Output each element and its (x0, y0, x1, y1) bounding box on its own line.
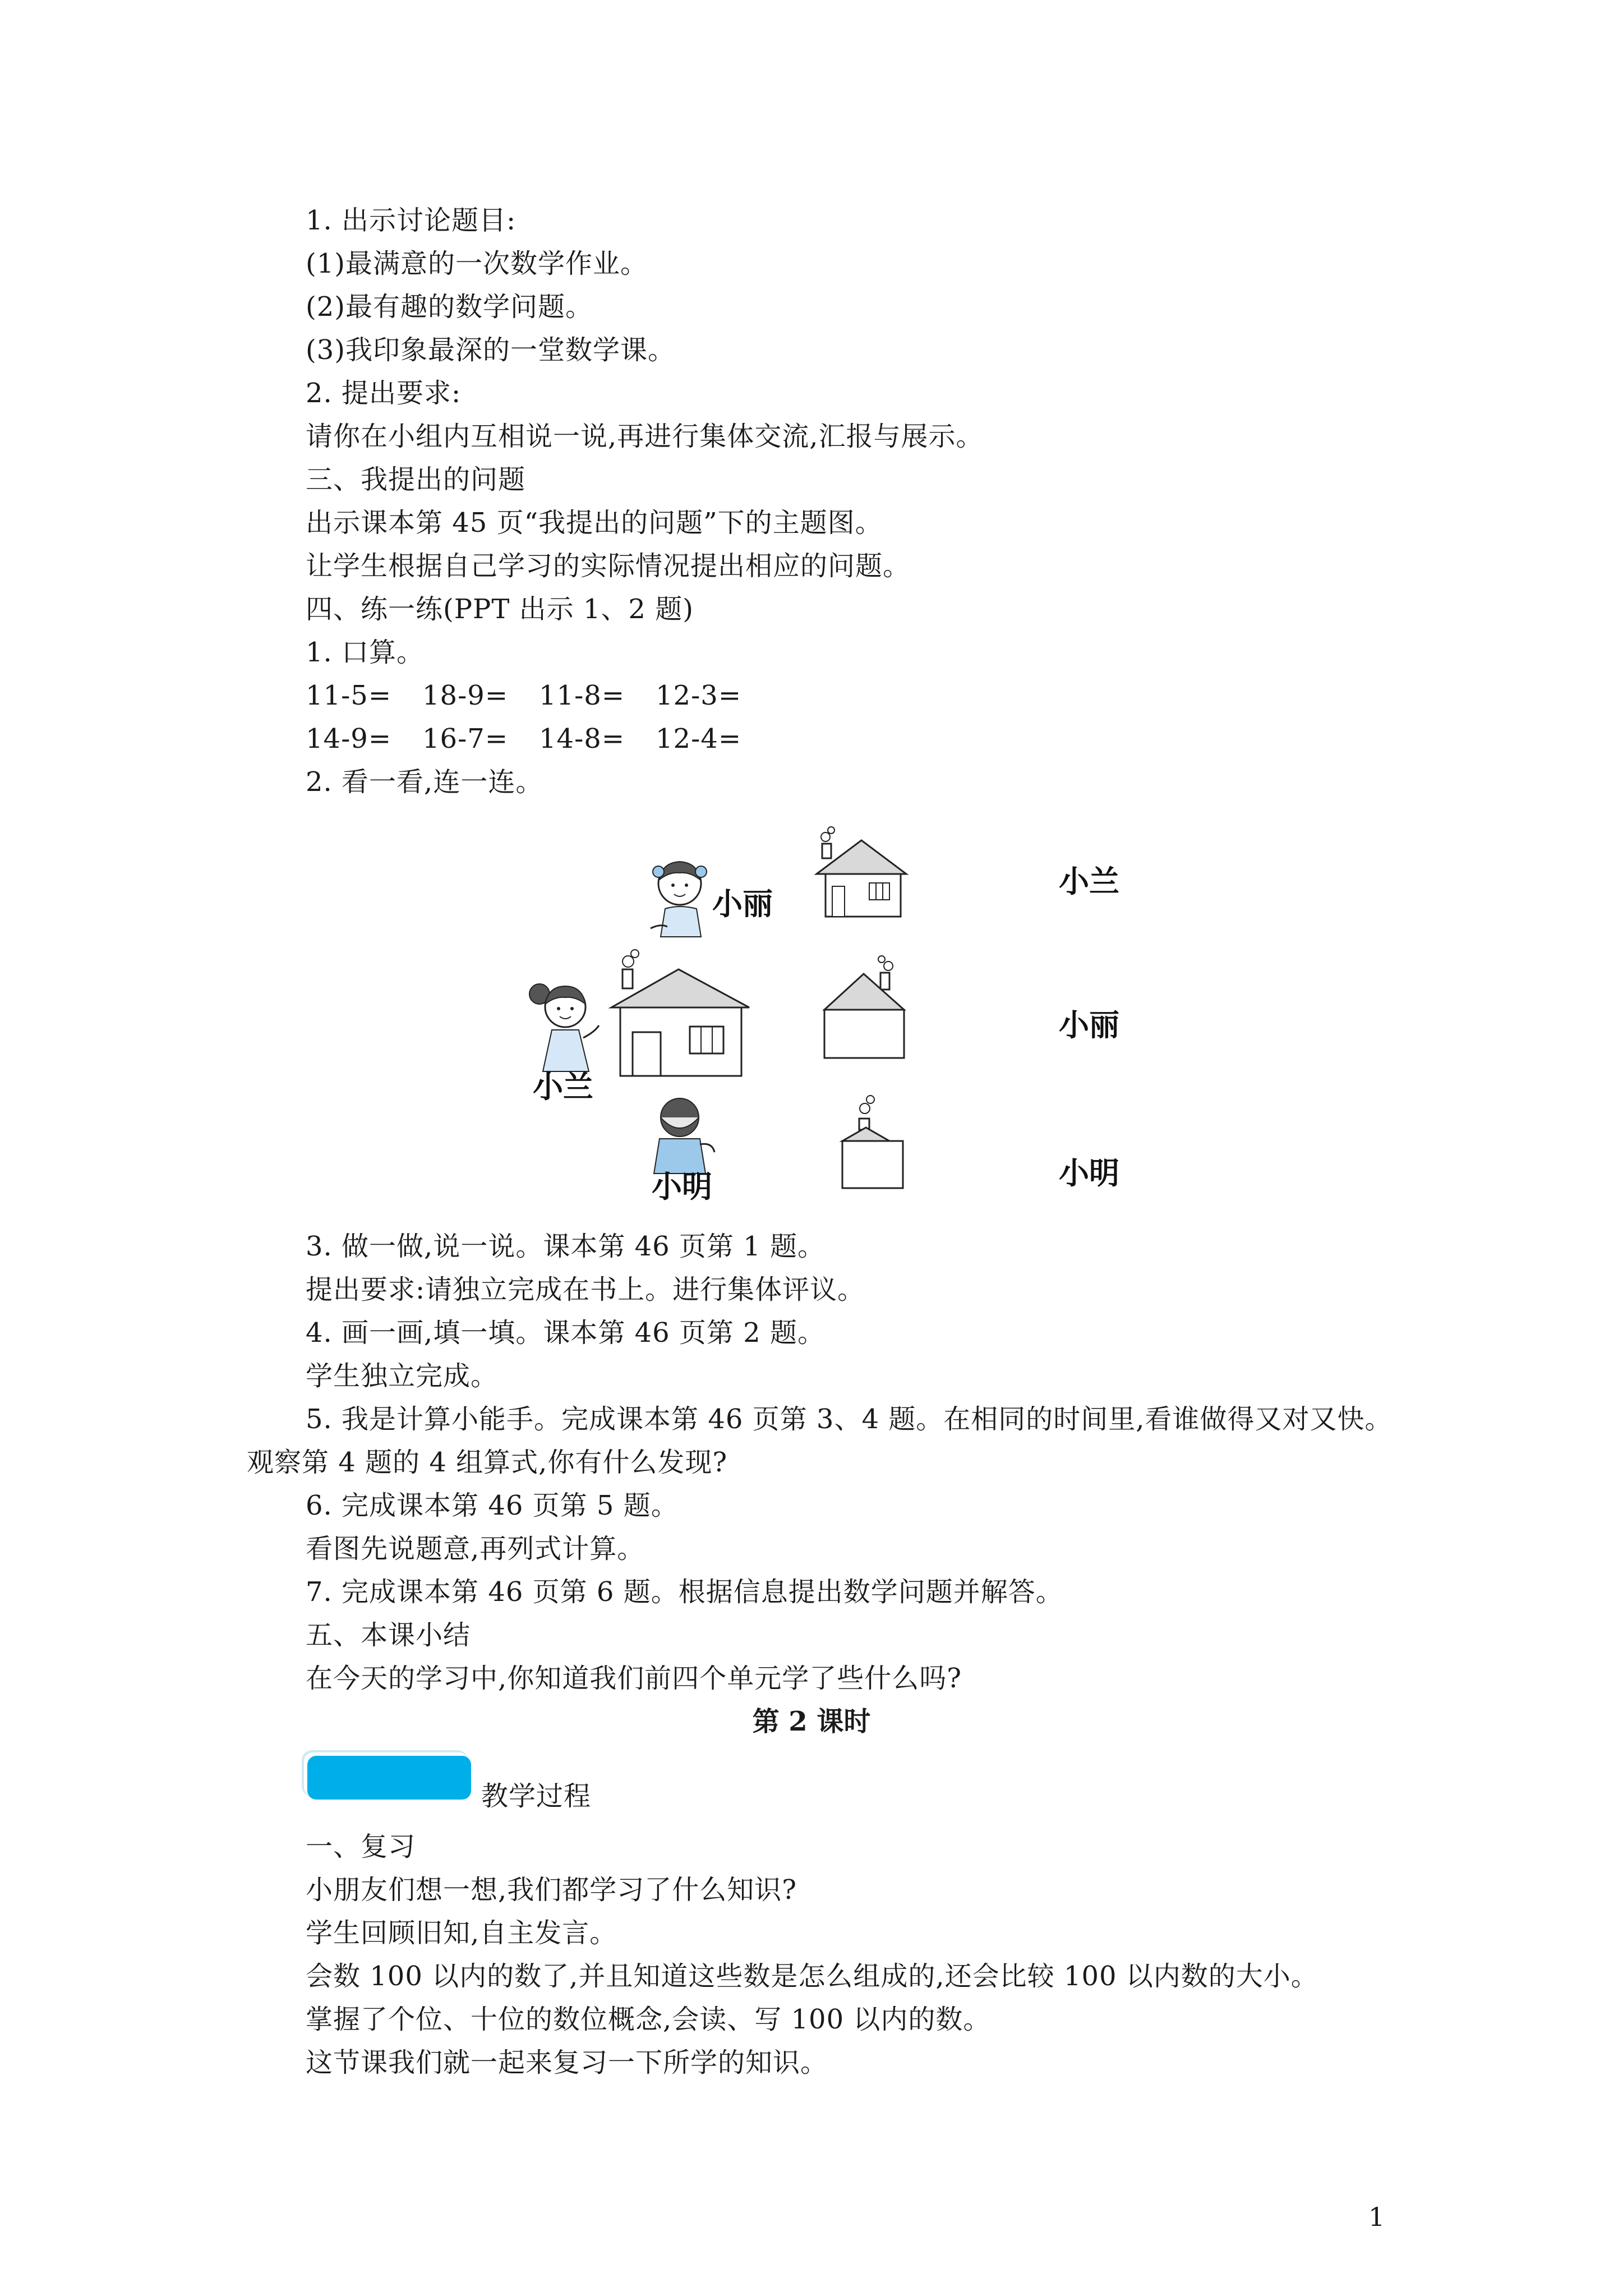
exercise-3-requirement: 提出要求:请独立完成在书上。进行集体评议。 (306, 1274, 865, 1305)
section-title: 教学过程 (481, 1780, 592, 1812)
oral-calc-heading: 1. 口算。 (306, 637, 425, 668)
oral-calc-item: 16-7= (422, 723, 509, 754)
exercise-4-note: 学生独立完成。 (306, 1360, 499, 1392)
oral-calc-item: 14-9= (306, 723, 392, 754)
review-student-action: 学生回顾旧知,自主发言。 (306, 1917, 617, 1949)
exercise-3: 3. 做一做,说一说。课本第 46 页第 1 题。 (306, 1231, 825, 1262)
oral-calc-row (306, 679, 772, 712)
exercise-7: 7. 完成课本第 46 页第 6 题。根据信息提出数学问题并解答。 (306, 1576, 1063, 1608)
exercise-6-note: 看图先说题意,再列式计算。 (306, 1533, 645, 1565)
child-label-xiaolan: 小兰 (533, 1069, 593, 1105)
requirement-heading: 2. 提出要求: (306, 378, 462, 409)
girl-xiaoli-illustration (645, 853, 723, 942)
name-option-3: 小明 (1059, 1156, 1119, 1191)
requirement-text: 请你在小组内互相说一说,再进行集体交流,汇报与展示。 (306, 421, 984, 452)
discussion-topic-intro: 1. 出示讨论题目: (306, 205, 517, 236)
look-and-connect-heading: 2. 看一看,连一连。 (306, 766, 543, 798)
topic-3: (3)我印象最深的一堂数学课。 (306, 334, 675, 366)
tiny-house-outline-icon (836, 1094, 914, 1195)
oral-calc-item: 11-5= (306, 680, 392, 711)
section-five-heading: 五、本课小结 (306, 1619, 471, 1651)
child-label-xiaoli: 小丽 (712, 886, 773, 922)
review-point-1: 会数 100 以内的数了,并且知道这些数是怎么组成的,还会比较 100 以内数的大小。 (306, 1961, 1318, 1992)
oral-calc-item: 12-4= (656, 723, 742, 754)
section-badge (307, 1756, 471, 1800)
section-three-text-2: 让学生根据自己学习的实际情况提出相应的问题。 (306, 550, 911, 582)
section-three-heading: 三、我提出的问题 (306, 464, 526, 495)
review-point-2: 掌握了个位、十位的数位概念,会读、写 100 以内的数。 (306, 2004, 991, 2035)
exercise-6: 6. 完成课本第 46 页第 5 题。 (306, 1490, 679, 1521)
boy-xiaoming-illustration (645, 1094, 729, 1178)
oral-calc-item: 12-3= (656, 680, 742, 711)
topic-1: (1)最满意的一次数学作业。 (306, 248, 648, 279)
review-heading: 一、复习 (306, 1831, 416, 1862)
name-option-2: 小丽 (1059, 1007, 1119, 1043)
review-question: 小朋友们想一想,我们都学习了什么知识? (306, 1874, 797, 1906)
page-number: 1 (1368, 2202, 1385, 2232)
section-three-text-1: 出示课本第 45 页“我提出的问题”下的主题图。 (306, 507, 883, 539)
oral-calc-item: 18-9= (422, 680, 509, 711)
section-five-text: 在今天的学习中,你知道我们前四个单元学了些什么吗? (306, 1663, 962, 1694)
lesson-heading: 第 2 课时 (752, 1706, 871, 1737)
oral-calc-item: 11-8= (539, 680, 625, 711)
oral-calc-row (306, 722, 772, 756)
name-option-1: 小兰 (1059, 864, 1119, 899)
exercise-5-continued: 观察第 4 题的 4 组算式,你有什么发现? (247, 1447, 728, 1478)
child-label-xiaoming: 小明 (652, 1169, 712, 1204)
medium-house-icon (813, 825, 914, 926)
section-four-heading: 四、练一练(PPT 出示 1、2 题) (306, 593, 694, 625)
oral-calc-item: 14-8= (539, 723, 625, 754)
girl-xiaolan-illustration (527, 976, 611, 1077)
review-closing: 这节课我们就一起来复习一下所学的知识。 (306, 2047, 828, 2078)
small-house-outline-icon (819, 954, 914, 1066)
topic-2: (2)最有趣的数学问题。 (306, 291, 593, 323)
big-house-icon (606, 948, 757, 1083)
exercise-5: 5. 我是计算小能手。完成课本第 46 页第 3、4 题。在相同的时间里,看谁做得又对又快。 (306, 1404, 1393, 1435)
exercise-4: 4. 画一画,填一填。课本第 46 页第 2 题。 (306, 1317, 825, 1349)
